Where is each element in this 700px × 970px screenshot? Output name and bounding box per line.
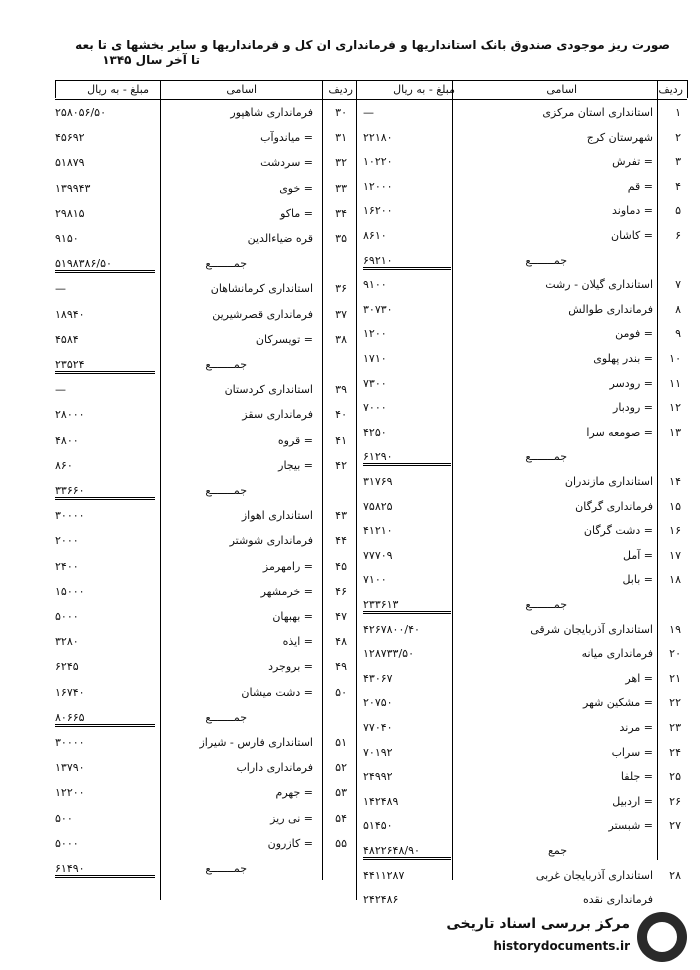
- row-number: ۲۴: [669, 745, 681, 759]
- table-row: [55, 154, 357, 174]
- header-row-no: ردیف: [328, 83, 353, 96]
- total-row: [357, 596, 687, 616]
- amount-value: ۲۰۰۰: [55, 534, 79, 548]
- row-number: ۱۰: [669, 352, 681, 365]
- table-row: [55, 180, 357, 200]
- table-row: [55, 734, 357, 754]
- office-name: استانداری کردستان: [224, 383, 313, 397]
- office-name: استانداری آذربایجان شرقی: [530, 622, 653, 636]
- row-number: ۹: [675, 327, 681, 341]
- office-name: فرمانداری گرگان: [575, 499, 653, 513]
- table-row: [357, 325, 687, 345]
- office-name: استانداری آذربایجان غربی: [535, 868, 653, 882]
- total-row: [55, 709, 357, 729]
- table-row: [357, 350, 687, 370]
- office-name: = بهبهان: [272, 610, 313, 623]
- row-number: ۳۹: [335, 383, 347, 397]
- total-label: جمع: [547, 844, 567, 857]
- row-number: ۵۳: [335, 786, 347, 800]
- table-row: [357, 424, 687, 444]
- table-row: [357, 621, 687, 641]
- row-number: ۲۲: [669, 696, 681, 710]
- amount-value: ۱۲۰۰۰: [363, 179, 393, 193]
- header-names: اسامی: [226, 83, 257, 96]
- office-name: = اردبیل: [612, 794, 653, 808]
- amount-value: ۴۳۰۶۷: [363, 671, 393, 685]
- amount-value: ۲۲۱۸۰: [363, 130, 393, 144]
- office-name: استانداری اهواز: [241, 509, 313, 523]
- amount-value: ۱۶۲۰۰: [363, 204, 393, 218]
- row-number: ۲۸: [669, 868, 681, 882]
- office-name: = رودبار: [613, 401, 653, 415]
- office-name: = خوی: [279, 181, 313, 195]
- amount-value: ۶۱۲۹۰: [363, 450, 451, 466]
- amount-value: ۲۹۸۱۵: [55, 206, 85, 220]
- row-number: ۳۷: [335, 307, 347, 321]
- amount-value: ۵۱۹۸۳۸۶/۵۰: [55, 257, 155, 273]
- table-row: [357, 719, 687, 739]
- amount-value: ۶۱۴۹۰: [55, 862, 155, 878]
- table-row: [357, 793, 687, 813]
- divider: [55, 80, 56, 98]
- row-number: ۲۵: [669, 770, 681, 784]
- office-name: = ایذه: [282, 635, 313, 649]
- office-name: = آمل: [623, 548, 653, 562]
- row-number: ۱۶: [669, 524, 681, 538]
- office-name: = قم: [627, 179, 653, 193]
- row-number: ۸: [675, 302, 681, 316]
- table-row: [55, 759, 357, 779]
- office-name: = جهرم: [275, 786, 313, 800]
- amount-value: ۱۳۷۹۰: [55, 761, 85, 775]
- amount-value: ۲۳۳۶۱۳: [363, 598, 451, 614]
- office-name: = دشت گرگان: [583, 524, 653, 538]
- office-name: فرمانداری شاهپور: [230, 106, 313, 119]
- amount-value: ۶۹۲۱۰: [363, 254, 451, 270]
- amount-value: ۶۲۴۵: [55, 660, 79, 674]
- amount-value: ۴۸۰۰: [55, 433, 79, 447]
- total-row: [55, 356, 357, 376]
- table-row: [55, 129, 357, 149]
- header-row-no: ردیف: [658, 83, 683, 96]
- amount-value: ۲۰۷۵۰: [363, 696, 393, 710]
- table-row: [357, 670, 687, 690]
- row-number: ۱۵: [669, 499, 681, 513]
- table-row: [55, 784, 357, 804]
- row-number: ۳۶: [335, 282, 347, 296]
- amount-value: ۲۸۰۰۰: [55, 408, 85, 422]
- office-name: = بندر پهلوی: [593, 352, 653, 365]
- office-name: استانداری کرمانشاهان: [210, 282, 313, 296]
- table-row: [357, 276, 687, 296]
- amount-value: ۷۱۰۰: [363, 573, 387, 587]
- office-name: = بابل: [622, 573, 653, 587]
- amount-value: ۸۰۶۶۵: [55, 711, 155, 727]
- row-number: ۴۶: [335, 584, 347, 598]
- row-number: ۳۰: [335, 106, 347, 119]
- total-row: [357, 842, 687, 862]
- total-label: جمـــــــع: [525, 598, 567, 611]
- row-number: ۵۵: [335, 836, 347, 850]
- table-row: [55, 331, 357, 351]
- row-number: ۳۲: [335, 156, 347, 170]
- amount-value: ۱۲۲۰۰: [55, 786, 85, 800]
- amount-value: ۵۰۰: [55, 811, 73, 825]
- row-number: ۵۰: [335, 685, 347, 699]
- office-name: = فومن: [615, 327, 653, 341]
- amount-value: ۱۲۰۰: [363, 327, 387, 341]
- office-name: قره ضیاءالدین: [247, 232, 313, 245]
- table-row: [55, 507, 357, 527]
- office-name: = کازرون: [267, 836, 313, 850]
- office-name: = جلفا: [620, 770, 653, 784]
- watermark-url: historydocuments.ir: [493, 939, 630, 953]
- amount-value: ۲۳۵۲۴: [55, 358, 155, 374]
- row-number: ۲۱: [669, 671, 681, 685]
- amount-value: ۵۰۰۰: [55, 610, 79, 623]
- row-number: ۶: [675, 229, 681, 242]
- amount-value: ۴۵۸۴: [55, 332, 79, 346]
- amount-value: ۵۰۰۰: [55, 836, 79, 850]
- row-number: ۲۷: [669, 819, 681, 833]
- watermark-logo: [404, 912, 694, 964]
- office-name: = نی ریز: [270, 811, 313, 825]
- amount-value: —: [55, 383, 66, 397]
- document-title: [60, 38, 670, 68]
- table-row: [357, 129, 687, 149]
- table-row: [55, 532, 357, 552]
- amount-value: ۲۴۰۰: [55, 559, 79, 573]
- divider: [687, 80, 688, 98]
- amount-value: ۴۱۲۱۰: [363, 524, 393, 538]
- amount-value: ۸۶۰: [55, 458, 73, 472]
- table-row: [55, 457, 357, 477]
- amount-value: ۴۵۶۹۲: [55, 131, 85, 145]
- amount-value: ۳۱۷۶۹: [363, 475, 393, 488]
- amount-value: ۳۲۸۰: [55, 635, 79, 649]
- table-row: [357, 473, 687, 493]
- title-line-2: تا آخر سال ۱۳۴۵: [102, 53, 200, 67]
- amount-value: ۳۰۰۰۰: [55, 736, 85, 749]
- table-row: [55, 432, 357, 452]
- row-number: ۳۳: [335, 181, 347, 195]
- table-row: [55, 684, 357, 704]
- office-name: = بروجرد: [268, 660, 313, 674]
- table-row: [55, 280, 357, 300]
- watermark-title: مرکز بررسی اسناد تاریخی: [446, 916, 630, 932]
- table-row: [357, 498, 687, 518]
- amount-value: ۷۰۱۹۲: [363, 745, 393, 759]
- table-row: [55, 608, 357, 628]
- amount-value: —: [363, 106, 374, 119]
- table-row: [55, 633, 357, 653]
- table-row: [55, 810, 357, 830]
- office-name: = دماوند: [611, 204, 653, 218]
- row-number: ۵۱: [335, 736, 347, 749]
- amount-value: ۱۸۹۴۰: [55, 307, 85, 321]
- amount-value: ۱۰۲۲۰: [363, 155, 393, 169]
- office-name: = سراب: [611, 745, 653, 759]
- office-name: استانداری استان مرکزی: [542, 106, 653, 119]
- table-row: [357, 571, 687, 591]
- office-name: = خرمشهر: [260, 584, 313, 598]
- amount-value: ۷۷۰۴۰: [363, 721, 393, 734]
- amount-value: ۲۴۲۴۸۶: [363, 893, 399, 907]
- row-number: ۴۴: [335, 534, 347, 548]
- total-row: [55, 860, 357, 880]
- left-table-header: [55, 80, 357, 100]
- table-row: [357, 104, 687, 124]
- total-label: جمـــــــع: [205, 862, 247, 875]
- row-number: ۳۸: [335, 332, 347, 346]
- amount-value: ۷۳۰۰: [363, 376, 387, 390]
- amount-value: ۴۲۶۷۸۰۰/۴۰: [363, 622, 420, 636]
- row-number: ۴۰: [335, 408, 347, 422]
- total-row: [357, 448, 687, 468]
- table-row: [357, 375, 687, 395]
- total-row: [55, 255, 357, 275]
- table-row: [55, 658, 357, 678]
- row-number: ۷: [675, 278, 681, 292]
- office-name: = بیجار: [278, 458, 313, 472]
- amount-value: ۹۱۵۰: [55, 232, 79, 245]
- row-number: ۲۳: [669, 721, 681, 734]
- office-name: = قروه: [277, 433, 313, 447]
- total-row: [55, 482, 357, 502]
- archive-logo-icon: [637, 912, 687, 962]
- office-name: = تفرش: [612, 155, 653, 169]
- amount-value: ۴۸۲۲۶۴۸/۹۰: [363, 844, 451, 860]
- amount-value: ۱۳۹۹۴۳: [55, 181, 91, 195]
- office-name: = سردشت: [260, 156, 313, 170]
- row-number: ۳: [675, 155, 681, 169]
- row-number: ۴: [675, 179, 681, 193]
- table-row: [357, 227, 687, 247]
- office-name: فرمانداری میانه: [581, 647, 653, 661]
- amount-value: ۱۵۰۰۰: [55, 584, 85, 598]
- row-number: ۱۱: [669, 376, 681, 390]
- header-amount: مبلغ - به ریال: [87, 83, 149, 96]
- office-name: = صومعه سرا: [586, 425, 653, 439]
- row-number: ۱۴: [669, 475, 681, 488]
- right-table-header: [357, 80, 687, 100]
- row-number: ۴۱: [335, 433, 347, 447]
- table-row: [55, 230, 357, 250]
- office-name: = رامهرمز: [262, 559, 313, 573]
- table-row: [55, 835, 357, 855]
- row-number: ۲۰: [669, 647, 681, 661]
- row-number: ۴۳: [335, 509, 347, 523]
- table-row: [55, 306, 357, 326]
- amount-value: ۷۷۷۰۹: [363, 548, 393, 562]
- table-row: [357, 694, 687, 714]
- office-name: فرمانداری سقز: [242, 408, 313, 422]
- header-names: اسامی: [546, 83, 577, 96]
- row-number: ۳۴: [335, 206, 347, 220]
- row-number: ۵۲: [335, 761, 347, 775]
- table-row: [357, 768, 687, 788]
- amount-value: ۷۰۰۰: [363, 401, 387, 415]
- row-number: ۴۵: [335, 559, 347, 573]
- office-name: = اهر: [625, 671, 653, 685]
- amount-value: ۲۴۹۹۲: [363, 770, 393, 784]
- office-name: فرمانداری نقده: [582, 893, 653, 907]
- table-row: [55, 583, 357, 603]
- table-row: [357, 202, 687, 222]
- total-label: جمـــــــع: [205, 358, 247, 371]
- office-name: فرمانداری شوشتر: [229, 534, 313, 548]
- amount-value: ۵۱۸۷۹: [55, 156, 85, 170]
- title-line-1: صورت ریز موجودی صندوق بانک استانداریها و فرمانداری ان کل و فرمانداریها و سایر بخشها ی تا بعه: [75, 38, 670, 52]
- total-label: جمـــــــع: [205, 257, 247, 271]
- amount-value: ۳۳۶۶۰: [55, 484, 155, 500]
- row-number: ۱۸: [669, 573, 681, 587]
- table-row: [357, 744, 687, 764]
- amount-value: —: [55, 282, 66, 296]
- office-name: = شبستر: [608, 819, 653, 833]
- row-number: ۵۴: [335, 811, 347, 825]
- amount-value: ۸۶۱۰: [363, 229, 387, 242]
- total-label: جمـــــــع: [525, 253, 567, 267]
- row-number: ۲: [675, 130, 681, 144]
- amount-value: ۱۲۸۷۳۳/۵۰: [363, 647, 414, 661]
- amount-value: ۷۵۸۲۵: [363, 499, 393, 513]
- total-label: جمـــــــع: [205, 710, 247, 724]
- amount-value: ۴۲۵۰: [363, 425, 387, 439]
- office-name: استانداری فارس - شیراز: [199, 736, 313, 749]
- office-name: = دشت میشان: [241, 685, 313, 699]
- table-row: [357, 817, 687, 837]
- table-row: [357, 178, 687, 198]
- table-row: [357, 867, 687, 887]
- table-row: [357, 891, 687, 911]
- row-number: ۳۵: [335, 232, 347, 245]
- amount-value: ۱۶۷۴۰: [55, 685, 85, 699]
- row-number: ۱۲: [669, 401, 681, 415]
- office-name: = مشکین شهر: [582, 696, 653, 710]
- table-row: [55, 558, 357, 578]
- table-row: [357, 399, 687, 419]
- row-number: ۱۹: [669, 622, 681, 636]
- row-number: ۴۸: [335, 635, 347, 649]
- row-number: ۱۳: [669, 425, 681, 439]
- office-name: = کاشان: [611, 229, 653, 242]
- header-amount: مبلغ - به ریال: [393, 83, 455, 96]
- office-name: استانداری مازندران: [564, 475, 653, 488]
- office-name: فرمانداری قصرشیرین: [212, 307, 313, 321]
- row-number: ۲۶: [669, 794, 681, 808]
- office-name: = میاندوآب: [260, 131, 313, 145]
- table-row: [55, 381, 357, 401]
- row-number: ۴۲: [335, 458, 347, 472]
- amount-value: ۱۷۱۰: [363, 352, 387, 365]
- row-number: ۱: [675, 106, 681, 119]
- row-number: ۱۷: [669, 548, 681, 562]
- table-row: [55, 406, 357, 426]
- office-name: = مرند: [619, 721, 653, 734]
- total-label: جمـــــــع: [205, 484, 247, 497]
- table-row: [55, 205, 357, 225]
- office-name: = تویسرکان: [255, 332, 313, 346]
- office-name: = رودسر: [609, 376, 653, 390]
- table-row: [357, 547, 687, 567]
- office-name: فرمانداری داراب: [236, 761, 313, 775]
- row-number: ۴۷: [335, 610, 347, 623]
- row-number: ۳۱: [335, 131, 347, 145]
- amount-value: ۴۴۱۱۲۸۷: [363, 868, 405, 882]
- amount-value: ۱۴۲۴۸۹: [363, 794, 399, 808]
- table-row: [55, 104, 357, 124]
- office-name: استانداری گیلان - رشت: [545, 278, 653, 292]
- row-number: ۴۹: [335, 660, 347, 674]
- office-name: فرمانداری طوالش: [568, 302, 653, 316]
- office-name: = ماکو: [280, 206, 313, 220]
- table-row: [357, 645, 687, 665]
- total-label: جمـــــــع: [525, 450, 567, 464]
- amount-value: ۵۱۴۵۰: [363, 819, 393, 833]
- table-row: [357, 301, 687, 321]
- total-row: [357, 252, 687, 272]
- row-number: ۵: [675, 204, 681, 218]
- table-row: [357, 153, 687, 173]
- amount-value: ۳۰۷۳۰: [363, 302, 393, 316]
- office-name: شهرستان کرج: [586, 130, 653, 144]
- amount-value: ۹۱۰۰: [363, 278, 387, 292]
- table-row: [357, 522, 687, 542]
- amount-value: ۳۰۰۰۰: [55, 509, 85, 523]
- amount-value: ۲۵۸۰۵۶/۵۰: [55, 106, 106, 119]
